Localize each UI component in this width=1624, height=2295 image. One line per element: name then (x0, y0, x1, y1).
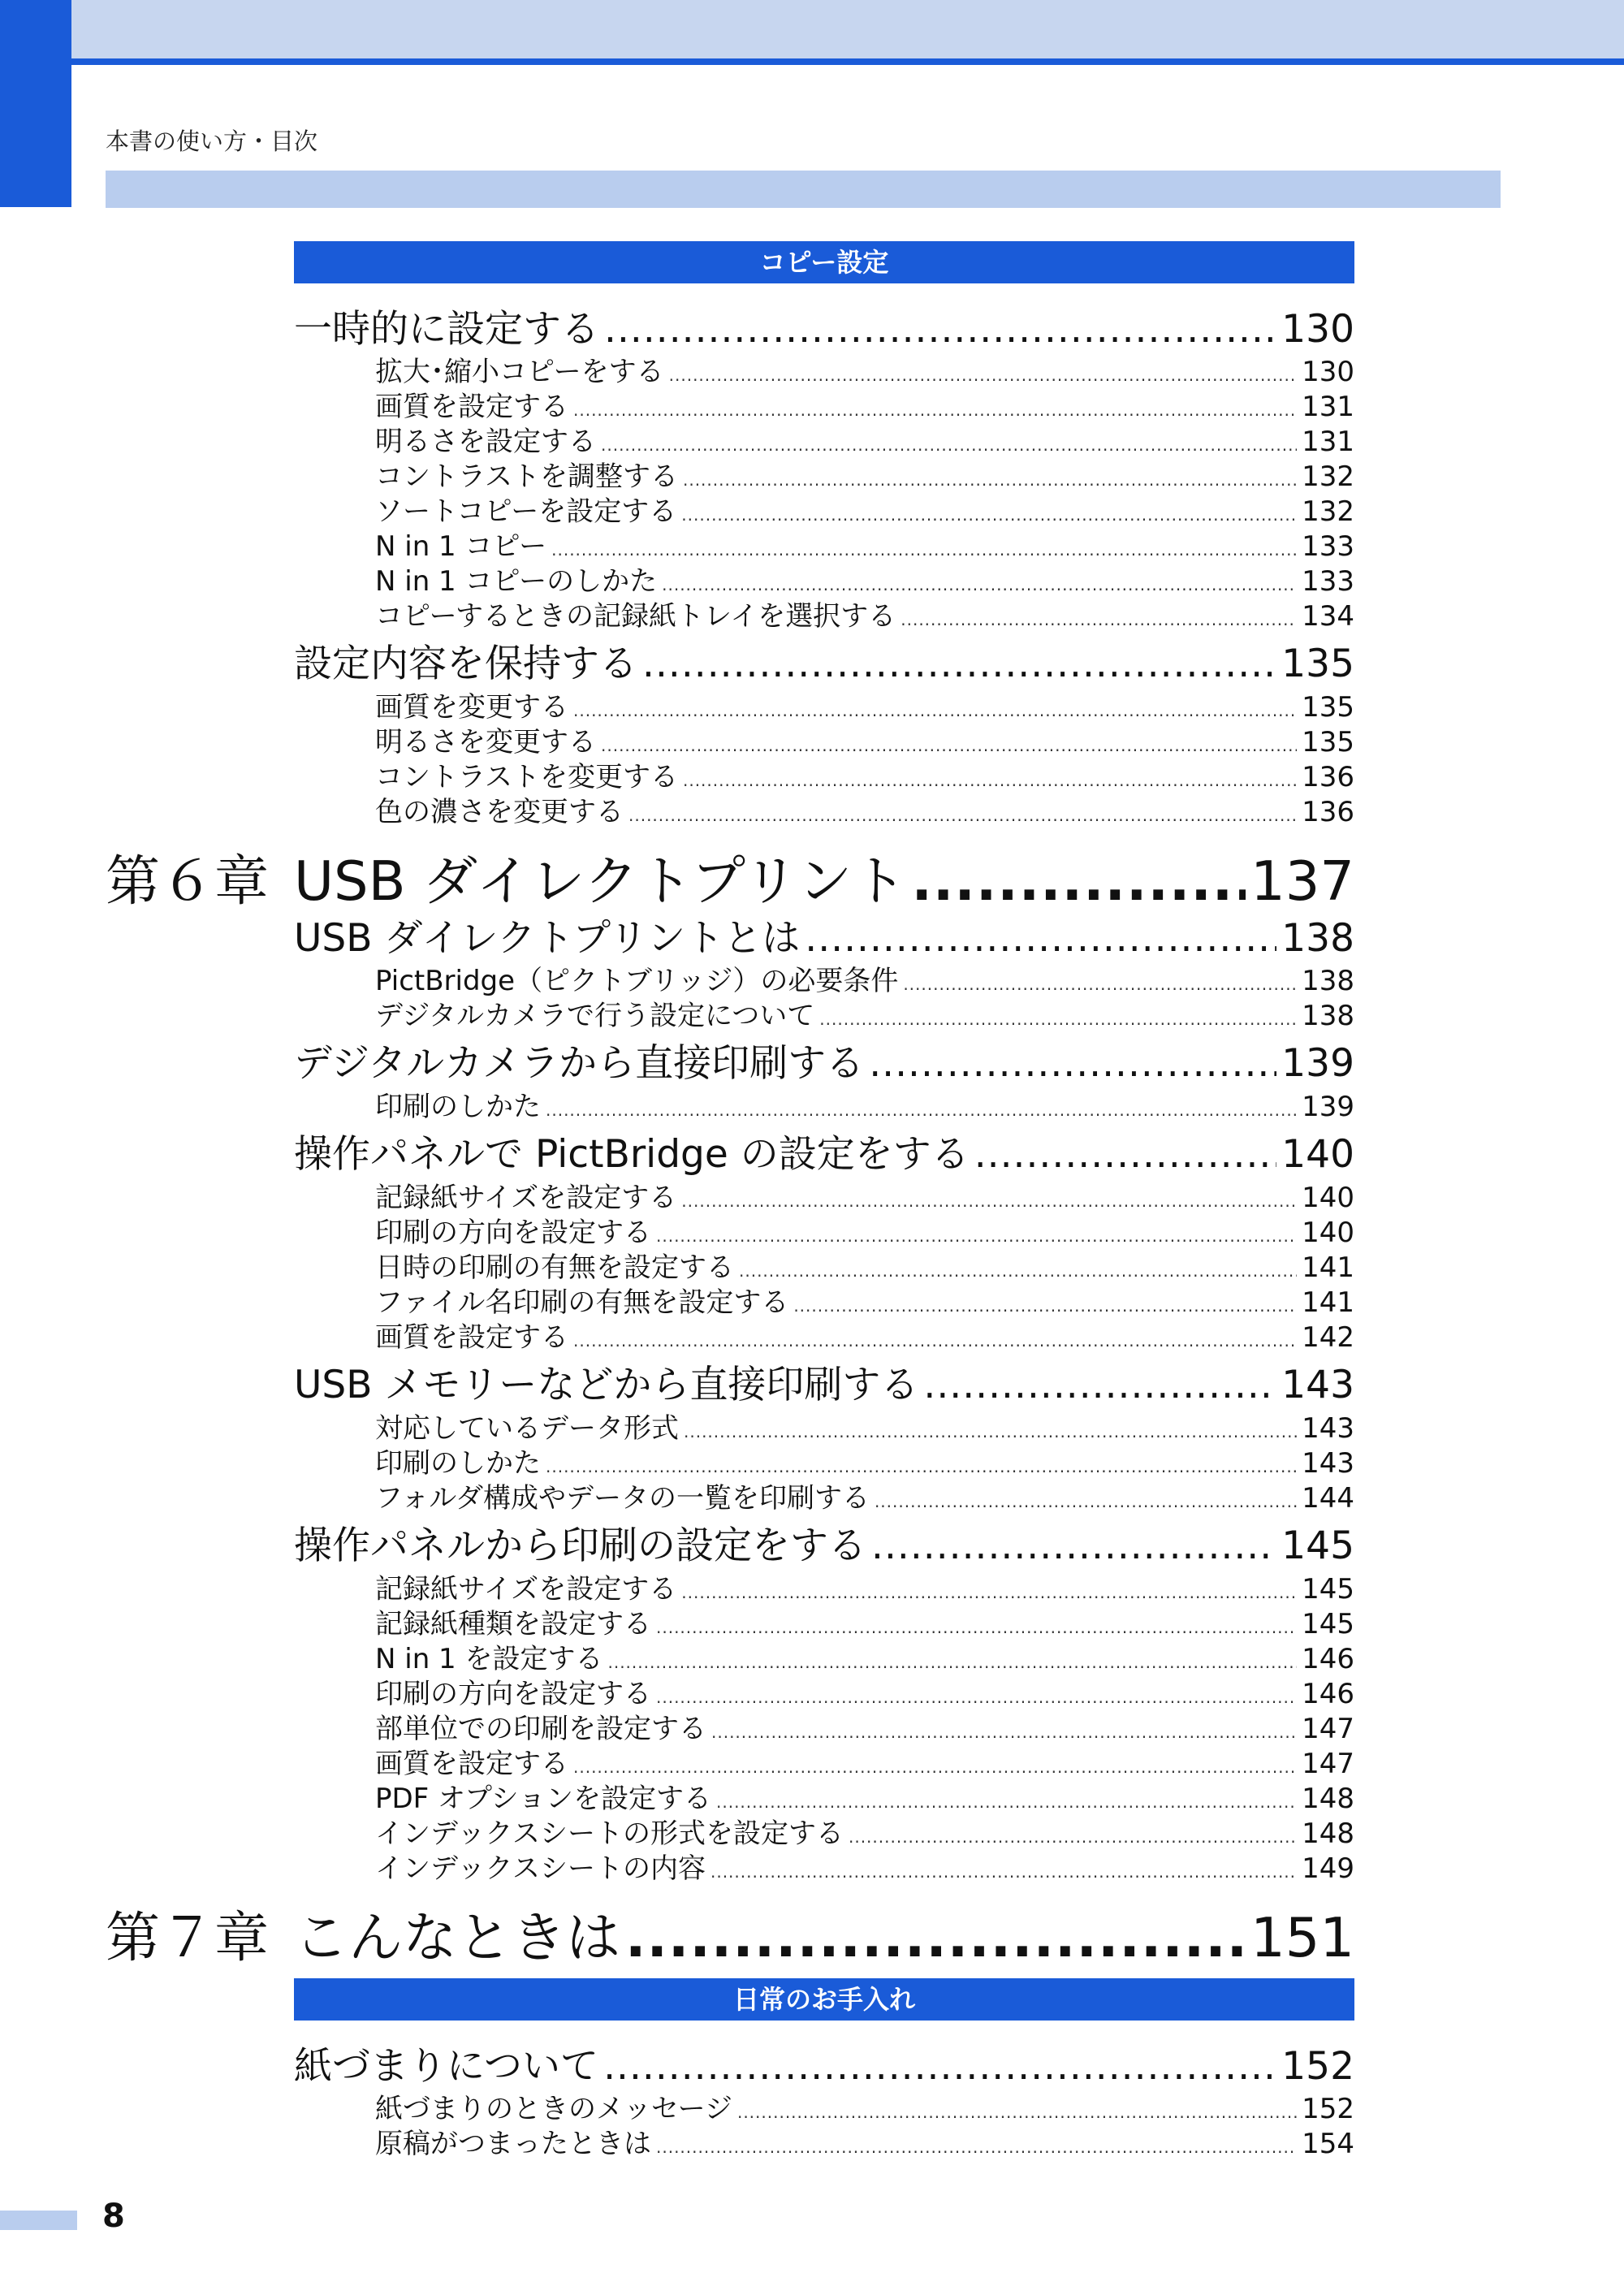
toc-entry[interactable]: 操作パネルから印刷の設定をする ..... 145 (294, 1515, 1354, 1561)
page-number: 8 (102, 2198, 125, 2235)
toc-entry[interactable]: デジタルカメラから直接印刷する ..... 139 (294, 1033, 1354, 1078)
section-header-maintenance: 日常のお手入れ (294, 1978, 1354, 2021)
toc-entry[interactable]: 紙づまりについて ..... 152 (294, 2036, 1354, 2081)
toc-subentry[interactable]: 日時の印刷の有無を設定する ..... 141 (375, 1245, 1354, 1279)
footer-block (0, 2211, 77, 2230)
toc-subentry[interactable]: N in 1 コピー ..... 133 (375, 524, 1354, 558)
top-rule (0, 58, 1624, 65)
toc-subentry[interactable]: 印刷の方向を設定する ..... 146 (375, 1671, 1354, 1705)
toc-subentry[interactable]: 記録紙サイズを設定する ..... 140 (375, 1175, 1354, 1209)
toc-subentry[interactable]: 印刷のしかた ..... 143 (375, 1441, 1354, 1475)
toc-subentry[interactable]: N in 1 コピーのしかた ..... 133 (375, 559, 1354, 593)
toc-subentry[interactable]: デジタルカメラで行う設定について ..... 138 (375, 993, 1354, 1027)
toc-subentry[interactable]: 色の濃さを変更する ..... 136 (375, 789, 1354, 823)
toc-subentry[interactable]: フォルダ構成やデータの一覧を印刷する ..... 144 (375, 1476, 1354, 1510)
toc-subentry[interactable]: PDF オプションを設定する ..... 148 (375, 1776, 1354, 1810)
toc-chapter[interactable]: 第６章 USB ダイレクトプリント ..... 137 (106, 838, 1354, 903)
toc-subentry[interactable]: インデックスシートの内容 ..... 149 (375, 1846, 1354, 1880)
toc-subentry[interactable]: インデックスシートの形式を設定する ..... 148 (375, 1811, 1354, 1845)
toc-subentry[interactable]: ソートコピーを設定する ..... 132 (375, 489, 1354, 523)
toc-entry[interactable]: 設定内容を保持する ..... 135 (294, 633, 1354, 679)
toc-subentry[interactable]: 対応しているデータ形式 ..... 143 (375, 1406, 1354, 1440)
toc-subentry[interactable]: 画質を変更する ..... 135 (375, 685, 1354, 719)
top-band (0, 0, 1624, 65)
toc-subentry[interactable]: 拡大･縮小コピーをする ..... 130 (375, 349, 1354, 383)
toc-entry[interactable]: 操作パネルで PictBridge の設定をする ..... 140 (294, 1124, 1354, 1169)
toc-subentry[interactable]: コントラストを調整する ..... 132 (375, 454, 1354, 488)
section-header-copy: コピー設定 (294, 241, 1354, 283)
left-tab-block (0, 0, 71, 207)
toc-subentry[interactable]: 原稿がつまったときは ..... 154 (375, 2121, 1354, 2155)
toc-subentry[interactable]: ファイル名印刷の有無を設定する ..... 141 (375, 1280, 1354, 1314)
toc-entry[interactable]: USB メモリーなどから直接印刷する ..... 143 (294, 1355, 1354, 1400)
toc-subentry[interactable]: 紙づまりのときのメッセージ ..... 152 (375, 2086, 1354, 2120)
toc-subentry[interactable]: 画質を設定する ..... 142 (375, 1315, 1354, 1349)
toc-subentry[interactable]: コピーするときの記録紙トレイを選択する ..... 134 (375, 594, 1354, 628)
running-head: 本書の使い方・目次 (106, 128, 318, 155)
toc-entry[interactable]: USB ダイレクトプリントとは ..... 138 (294, 908, 1354, 953)
toc-subentry[interactable]: 画質を設定する ..... 147 (375, 1741, 1354, 1775)
toc-subentry[interactable]: N in 1 を設定する ..... 146 (375, 1636, 1354, 1670)
toc-chapter[interactable]: 第７章 こんなときは ..... 151 (106, 1895, 1354, 1960)
toc-subentry[interactable]: 明るさを変更する ..... 135 (375, 720, 1354, 754)
toc-subentry[interactable]: 明るさを設定する ..... 131 (375, 419, 1354, 453)
toc-subentry[interactable]: PictBridge（ピクトブリッジ）の必要条件 ..... 138 (375, 958, 1354, 992)
toc-subentry[interactable]: 印刷のしかた ..... 139 (375, 1084, 1354, 1118)
toc-subentry[interactable]: 記録紙サイズを設定する ..... 145 (375, 1567, 1354, 1601)
toc-entry[interactable]: 一時的に設定する ..... 130 (294, 299, 1354, 344)
toc-subentry[interactable]: 印刷の方向を設定する ..... 140 (375, 1210, 1354, 1244)
toc-subentry[interactable]: コントラストを変更する ..... 136 (375, 754, 1354, 789)
header-band (106, 171, 1501, 208)
toc-subentry[interactable]: 画質を設定する ..... 131 (375, 384, 1354, 418)
toc-subentry[interactable]: 記録紙種類を設定する ..... 145 (375, 1601, 1354, 1636)
toc-subentry[interactable]: 部単位での印刷を設定する ..... 147 (375, 1706, 1354, 1740)
